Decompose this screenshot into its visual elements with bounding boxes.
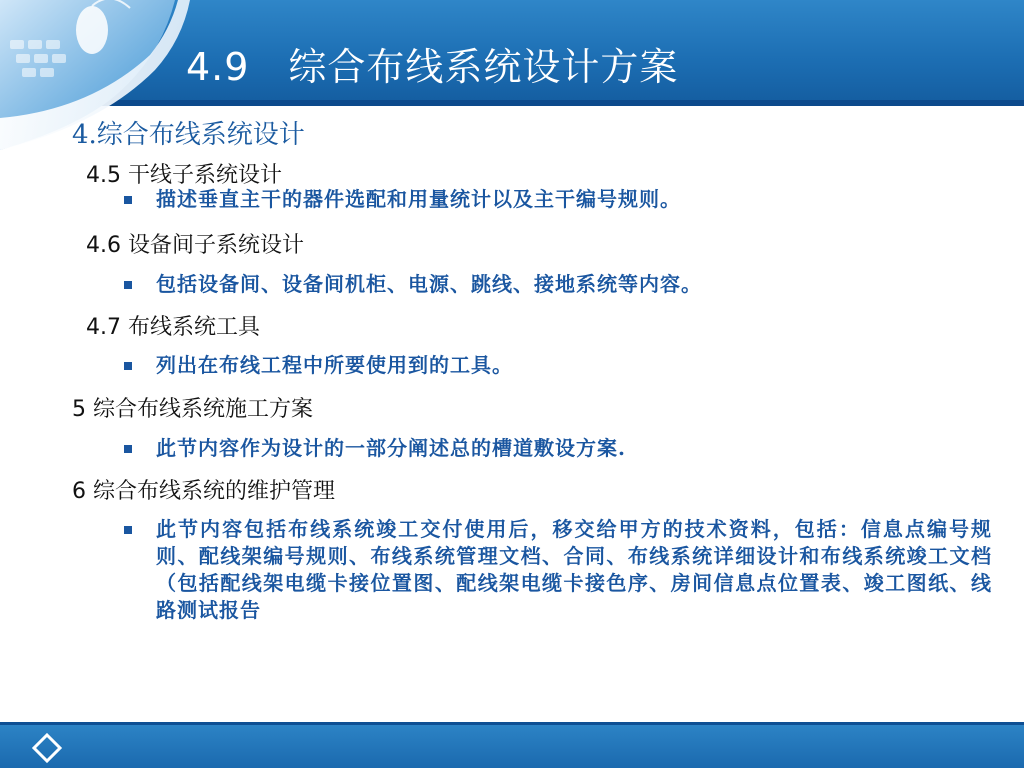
bullet-square-icon [124, 196, 132, 204]
slide-title: 4.9 综合布线系统设计方案 [186, 45, 679, 89]
subheading-4-5: 4.5 干线子系统设计 [86, 163, 282, 188]
bullet-square-icon [124, 362, 132, 370]
bullet-square-icon [124, 281, 132, 289]
bullet-square-icon [124, 526, 132, 534]
subheading-4-6: 4.6 设备间子系统设计 [86, 233, 304, 258]
subheading-4-7: 4.7 布线系统工具 [86, 315, 260, 340]
bullet-text: 此节内容包括布线系统竣工交付使用后，移交给甲方的技术资料，包括：信息点编号规则、配线架编号规则、布线系统管理文档、合同、布线系统详细设计和布线系统竣工文档（包括配线架电缆卡接位置图、配线架电缆卡接色序、房间信息点位置表、竣工图纸、线路测试报告 [156, 517, 992, 622]
bullet-square-icon [124, 445, 132, 453]
footer-band [0, 722, 1024, 768]
subheading-5: 5 综合布线系统施工方案 [72, 397, 313, 422]
subheading-6: 6 综合布线系统的维护管理 [72, 479, 335, 504]
bullet-text: 包括设备间、设备间机柜、电源、跳线、接地系统等内容。 [156, 272, 702, 296]
bullet-text: 列出在布线工程中所要使用到的工具。 [156, 353, 513, 377]
section-main-heading: 4.综合布线系统设计 [72, 120, 305, 150]
bullet-text: 描述垂直主干的器件选配和用量统计以及主干编号规则。 [156, 187, 681, 211]
diamond-icon [32, 733, 62, 763]
bullet-text: 此节内容作为设计的一部分阐述总的槽道敷设方案. [156, 436, 626, 460]
